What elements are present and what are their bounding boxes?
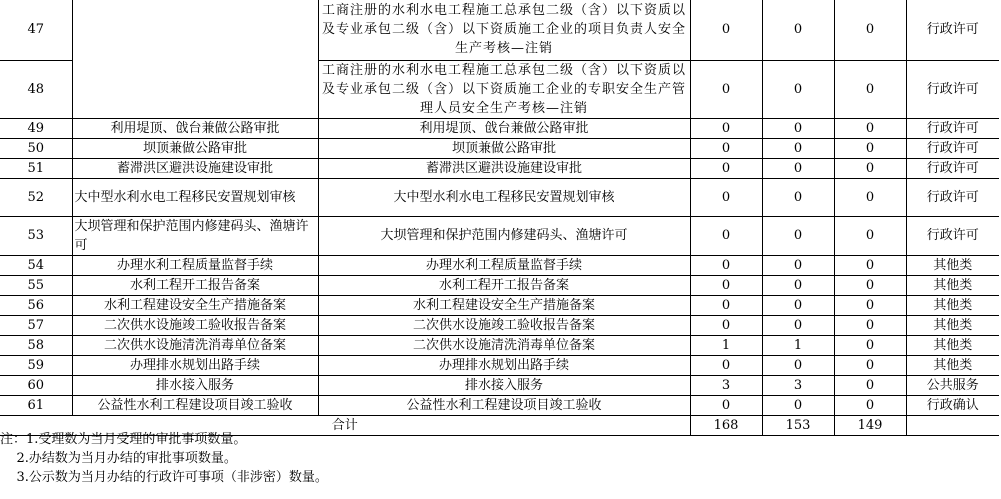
category: 公共服务 xyxy=(906,375,999,395)
table-row xyxy=(0,315,999,335)
item-name: 二次供水设施竣工验收报告备案 xyxy=(318,315,690,335)
dept-item-cell: 水利工程开工报告备案 xyxy=(72,275,318,295)
table-row xyxy=(0,178,999,216)
row-number: 60 xyxy=(0,375,72,395)
received-count: 0 xyxy=(690,216,762,255)
dept-item-cell: 二次供水设施清洗消毒单位备案 xyxy=(72,335,318,355)
category: 行政许可 xyxy=(906,216,999,255)
table-row xyxy=(0,395,999,415)
category: 行政许可 xyxy=(906,60,999,118)
published-count: 0 xyxy=(834,255,906,275)
received-count: 0 xyxy=(690,315,762,335)
dept-item-cell: 二次供水设施竣工验收报告备案 xyxy=(72,315,318,335)
item-name: 二次供水设施清洗消毒单位备案 xyxy=(318,335,690,355)
row-number: 55 xyxy=(0,275,72,295)
published-count: 0 xyxy=(834,178,906,216)
received-count: 0 xyxy=(690,138,762,158)
completed-count: 0 xyxy=(762,275,834,295)
received-count: 1 xyxy=(690,335,762,355)
published-count: 0 xyxy=(834,118,906,138)
row-number: 59 xyxy=(0,355,72,375)
received-count: 0 xyxy=(690,0,762,60)
published-count: 0 xyxy=(834,395,906,415)
table-row xyxy=(0,255,999,275)
footnote-3: 3.公示数为当月办结的行政许可事项（非涉密）数量。 xyxy=(0,470,328,485)
category: 行政许可 xyxy=(906,118,999,138)
completed-count: 0 xyxy=(762,315,834,335)
completed-count: 3 xyxy=(762,375,834,395)
footnotes xyxy=(0,430,328,487)
received-count: 0 xyxy=(690,295,762,315)
completed-count: 0 xyxy=(762,118,834,138)
category: 行政许可 xyxy=(906,158,999,178)
item-name: 大中型水利水电工程移民安置规划审核 xyxy=(318,178,690,216)
published-count: 0 xyxy=(834,216,906,255)
published-count: 0 xyxy=(834,375,906,395)
total-completed: 153 xyxy=(762,415,834,435)
published-count: 0 xyxy=(834,315,906,335)
completed-count: 0 xyxy=(762,60,834,118)
row-number: 56 xyxy=(0,295,72,315)
item-name: 公益性水利工程建设项目竣工验收 xyxy=(318,395,690,415)
total-label: 合计 xyxy=(0,415,690,435)
table-row xyxy=(0,138,999,158)
completed-count: 0 xyxy=(762,295,834,315)
dept-item-cell: 排水接入服务 xyxy=(72,375,318,395)
published-count: 0 xyxy=(834,295,906,315)
footnote-1: 注：1.受理数为当月受理的审批事项数量。 xyxy=(0,432,247,447)
item-name: 坝顶兼做公路审批 xyxy=(318,138,690,158)
row-number: 47 xyxy=(0,0,72,60)
table-row xyxy=(0,335,999,355)
received-count: 0 xyxy=(690,275,762,295)
row-number: 52 xyxy=(0,178,72,216)
row-number: 53 xyxy=(0,216,72,255)
completed-count: 0 xyxy=(762,158,834,178)
item-name: 蓄滞洪区避洪设施建设审批 xyxy=(318,158,690,178)
row-number: 48 xyxy=(0,60,72,118)
table-row xyxy=(0,275,999,295)
category: 其他类 xyxy=(906,295,999,315)
category: 行政许可 xyxy=(906,138,999,158)
item-name: 大坝管理和保护范围内修建码头、渔塘许可 xyxy=(318,216,690,255)
category: 其他类 xyxy=(906,315,999,335)
category: 行政许可 xyxy=(906,0,999,60)
completed-count: 1 xyxy=(762,335,834,355)
received-count: 0 xyxy=(690,60,762,118)
footnote-2: 2.办结数为当月办结的审批事项数量。 xyxy=(0,451,237,466)
completed-count: 0 xyxy=(762,138,834,158)
received-count: 0 xyxy=(690,118,762,138)
item-name: 水利工程建设安全生产措施备案 xyxy=(318,295,690,315)
published-count: 0 xyxy=(834,0,906,60)
row-number: 50 xyxy=(0,138,72,158)
received-count: 3 xyxy=(690,375,762,395)
category: 行政确认 xyxy=(906,395,999,415)
row-number: 57 xyxy=(0,315,72,335)
total-published: 149 xyxy=(834,415,906,435)
completed-count: 0 xyxy=(762,216,834,255)
table-row xyxy=(0,295,999,315)
table-row xyxy=(0,158,999,178)
completed-count: 0 xyxy=(762,178,834,216)
received-count: 0 xyxy=(690,158,762,178)
row-number: 61 xyxy=(0,395,72,415)
item-name: 排水接入服务 xyxy=(318,375,690,395)
dept-item-cell: 办理排水规划出路手续 xyxy=(72,355,318,375)
category: 行政许可 xyxy=(906,178,999,216)
row-number: 49 xyxy=(0,118,72,138)
dept-item-cell: 大中型水利水电工程移民安置规划审核 xyxy=(72,178,318,216)
table-row xyxy=(0,0,999,60)
dept-item-cell: 利用堤顶、戗台兼做公路审批 xyxy=(72,118,318,138)
category: 其他类 xyxy=(906,335,999,355)
dept-item-cell: 坝顶兼做公路审批 xyxy=(72,138,318,158)
received-count: 0 xyxy=(690,178,762,216)
dept-item-cell xyxy=(72,0,318,118)
item-name: 办理水利工程质量监督手续 xyxy=(318,255,690,275)
completed-count: 0 xyxy=(762,355,834,375)
table-row xyxy=(0,355,999,375)
total-received: 168 xyxy=(690,415,762,435)
completed-count: 0 xyxy=(762,255,834,275)
dept-item-cell: 蓄滞洪区避洪设施建设审批 xyxy=(72,158,318,178)
received-count: 0 xyxy=(690,395,762,415)
item-name: 办理排水规划出路手续 xyxy=(318,355,690,375)
published-count: 0 xyxy=(834,60,906,118)
table-row xyxy=(0,216,999,255)
received-count: 0 xyxy=(690,255,762,275)
category: 其他类 xyxy=(906,355,999,375)
row-number: 58 xyxy=(0,335,72,355)
item-name: 工商注册的水利水电工程施工总承包二级（含）以下资质以及专业承包二级（含）以下资质施工企业的项目负责人安全生产考核—注销 xyxy=(318,0,690,60)
item-name: 利用堤顶、戗台兼做公路审批 xyxy=(318,118,690,138)
completed-count: 0 xyxy=(762,395,834,415)
dept-item-cell: 公益性水利工程建设项目竣工验收 xyxy=(72,395,318,415)
category: 其他类 xyxy=(906,255,999,275)
completed-count: 0 xyxy=(762,0,834,60)
table-row xyxy=(0,118,999,138)
published-count: 0 xyxy=(834,138,906,158)
received-count: 0 xyxy=(690,355,762,375)
table-row xyxy=(0,375,999,395)
dept-item-cell: 大坝管理和保护范围内修建码头、渔塘许可 xyxy=(72,216,318,255)
total-category-empty xyxy=(906,415,999,435)
row-number: 54 xyxy=(0,255,72,275)
category: 其他类 xyxy=(906,275,999,295)
published-count: 0 xyxy=(834,158,906,178)
published-count: 0 xyxy=(834,355,906,375)
item-name: 水利工程开工报告备案 xyxy=(318,275,690,295)
dept-item-cell: 水利工程建设安全生产措施备案 xyxy=(72,295,318,315)
published-count: 0 xyxy=(834,275,906,295)
dept-item-cell: 办理水利工程质量监督手续 xyxy=(72,255,318,275)
row-number: 51 xyxy=(0,158,72,178)
item-name: 工商注册的水利水电工程施工总承包二级（含）以下资质以及专业承包二级（含）以下资质施工企业的专职安全生产管理人员安全生产考核—注销 xyxy=(318,60,690,118)
published-count: 0 xyxy=(834,335,906,355)
